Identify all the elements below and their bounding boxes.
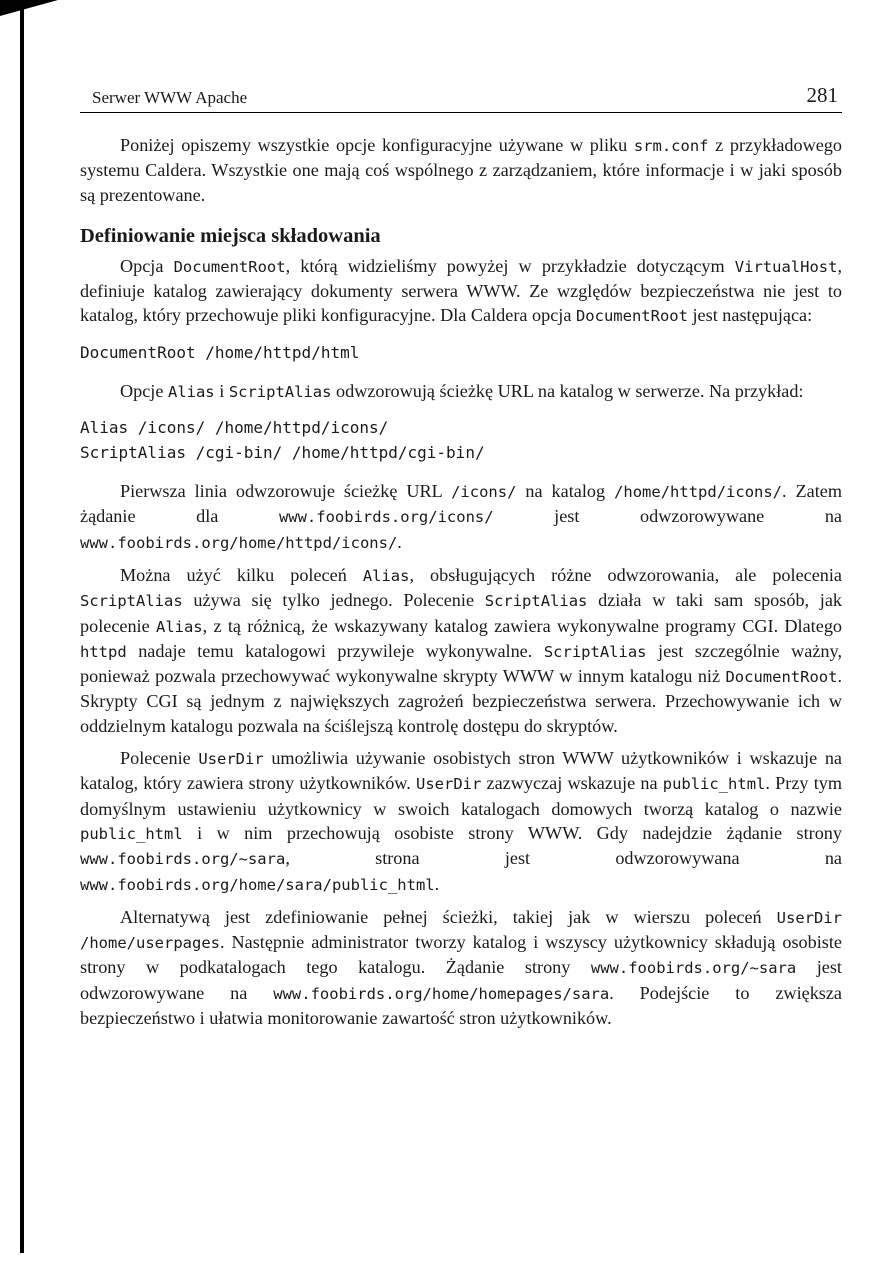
page-number: 281 xyxy=(806,83,838,107)
code-line-documentroot: DocumentRoot /home/httpd/html xyxy=(80,342,360,362)
code-line-alias: Alias /icons/ /home/httpd/icons/ xyxy=(80,418,389,438)
corner-mark xyxy=(0,0,58,16)
running-title: Serwer WWW Apache xyxy=(92,88,248,107)
page-body xyxy=(80,133,842,1030)
paragraph-icons-mapping: Pierwsza linia odwzorowuje ścieżkę URL /icons/ na katalog /home/httpd/icons/. Zatem żądanie dla www.foobirds.org/icons/ jest odwzorowywane na www.foobirds.org/home/httpd/icons/. xyxy=(80,481,843,552)
section-heading: Definiowanie miejsca składowania xyxy=(80,224,381,247)
paragraph-scriptalias: Można użyć kilku poleceń Alias, obsługujących różne odwzorowania, ale polecenia ScriptAlias używa się tylko jednego. Polecenie ScriptAlias działa w taki sam sposób, jak polecenie Alias, z tą różnicą, że wskazywany katalog zawiera wykonywalne programy CGI. Dlatego httpd nadaje temu katalogowi przywileje wykonywalne. ScriptAlias jest szczególnie ważny, ponieważ pozwala przechowywać wykonywalne skrypty WWW w innym katalogu niż DocumentRoot. Skrypty CGI są jednym z największych zagrożeń bezpieczeństwa serwera. Przechowywanie ich w oddzielnym katalogu pozwala na ściślejszą kontrolę dostępu do skryptów. xyxy=(80,564,843,736)
code-line-scriptalias: ScriptAlias /cgi-bin/ /home/httpd/cgi-bin/ xyxy=(80,443,485,463)
paragraph-intro: Poniżej opiszemy wszystkie opcje konfiguracyjne używane w pliku srm.conf z przykładowego systemu Caldera. Wszystkie one mają coś wspólnego z zarządzaniem, które informacje i w jaki sposób są prezentowane. xyxy=(80,135,842,205)
running-header xyxy=(80,80,842,113)
book-page xyxy=(80,80,842,1030)
paragraph-documentroot: Opcja DocumentRoot, którą widzieliśmy powyżej w przykładzie dotyczącym VirtualHost, definiuje katalog zawierający dokumenty serwera WWW. Ze względów bezpieczeństwa nie jest to katalog, który przechowuje pliki konfiguracyjne. Dla Caldera opcja DocumentRoot jest następująca: xyxy=(80,255,842,326)
paragraph-userdir: Polecenie UserDir umożliwia używanie osobistych stron WWW użytkowników i wskazuje na katalog, który zawiera strony użytkowników. UserDir zazwyczaj wskazuje na public_html. Przy tym domyślnym ustawieniu użytkownicy w swoich katalogach domowych tworzą katalog o nazwie public_html i w nim przechowują osobiste strony WWW. Gdy nadejdzie żądanie strony www.foobirds.org/~sara, strona jest odwzorowywana na www.foobirds.org/home/sara/public_html. xyxy=(80,748,842,894)
binding-line xyxy=(20,8,24,1253)
paragraph-alias: Opcje Alias i ScriptAlias odwzorowują ścieżkę URL na katalog w serwerze. Na przykład: xyxy=(120,380,804,401)
paragraph-alternative: Alternatywą jest zdefiniowanie pełnej ścieżki, takiej jak w wierszu poleceń UserDir /home/userpages. Następnie administrator tworzy katalog i wszyscy użytkownicy składują osobiste strony w podkatalogach tego katalogu. Żądanie strony www.foobirds.org/~sara jest odwzorowywane na www.foobirds.org/home/homepages/sara. Podejście to zwiększa bezpieczeństwo i ułatwia monitorowanie zawartość stron użytkowników. xyxy=(80,906,843,1029)
